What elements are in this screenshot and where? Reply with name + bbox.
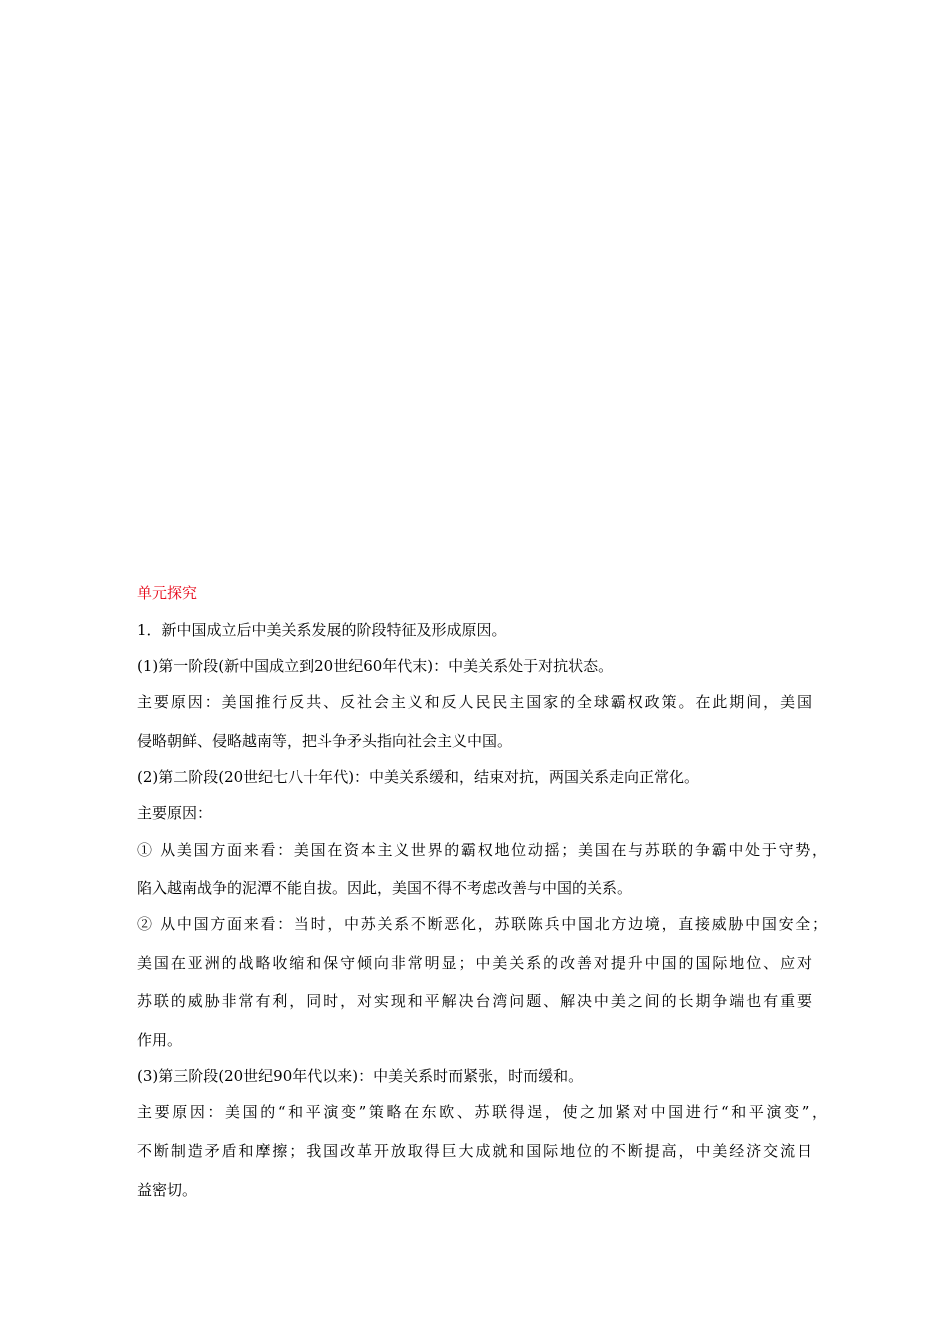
stage-2-us-side-line-2: 陷入越南战争的泥潭不能自拔。因此，美国不得不考虑改善与中国的关系。 bbox=[137, 879, 633, 897]
question-1-title: 1．新中国成立后中美关系发展的阶段特征及形成原因。 bbox=[137, 621, 507, 639]
stage-1-heading: (1)第一阶段(新中国成立到20世纪60年代末)：中美关系处于对抗状态。 bbox=[137, 657, 614, 675]
stage-2-heading: (2)第二阶段(20世纪七八十年代)：中美关系缓和，结束对抗，两国关系走向正常化。 bbox=[137, 768, 700, 786]
stage-2-us-side-line-1: ① 从美国方面来看：美国在资本主义世界的霸权地位动摇；美国在与苏联的争霸中处于守势， bbox=[137, 841, 827, 859]
stage-2-china-side-line-4: 作用。 bbox=[137, 1031, 183, 1049]
section-title: 单元探究 bbox=[137, 584, 198, 602]
stage-2-china-side-line-2: 美国在亚洲的战略收缩和保守倾向非常明显；中美关系的改善对提升中国的国际地位、应对 bbox=[137, 954, 812, 972]
stage-2-reason-label: 主要原因： bbox=[137, 804, 213, 822]
stage-3-heading: (3)第三阶段(20世纪90年代以来)：中美关系时而紧张，时而缓和。 bbox=[137, 1067, 584, 1085]
stage-3-reason-line-3: 益密切。 bbox=[137, 1181, 198, 1199]
stage-1-reason-line-1: 主要原因：美国推行反共、反社会主义和反人民民主国家的全球霸权政策。在此期间，美国 bbox=[137, 693, 812, 711]
stage-3-reason-line-1: 主要原因：美国的“和平演变”策略在东欧、苏联得逞，使之加紧对中国进行“和平演变”， bbox=[137, 1103, 827, 1121]
stage-2-china-side-line-1: ② 从中国方面来看：当时，中苏关系不断恶化，苏联陈兵中国北方边境，直接威胁中国安全； bbox=[137, 915, 827, 933]
stage-3-reason-line-2: 不断制造矛盾和摩擦；我国改革开放取得巨大成就和国际地位的不断提高，中美经济交流日 bbox=[137, 1142, 812, 1160]
stage-1-reason-line-2: 侵略朝鲜、侵略越南等，把斗争矛头指向社会主义中国。 bbox=[137, 732, 513, 750]
stage-2-china-side-line-3: 苏联的威胁非常有利，同时，对实现和平解决台湾问题、解决中美之间的长期争端也有重要 bbox=[137, 992, 812, 1010]
